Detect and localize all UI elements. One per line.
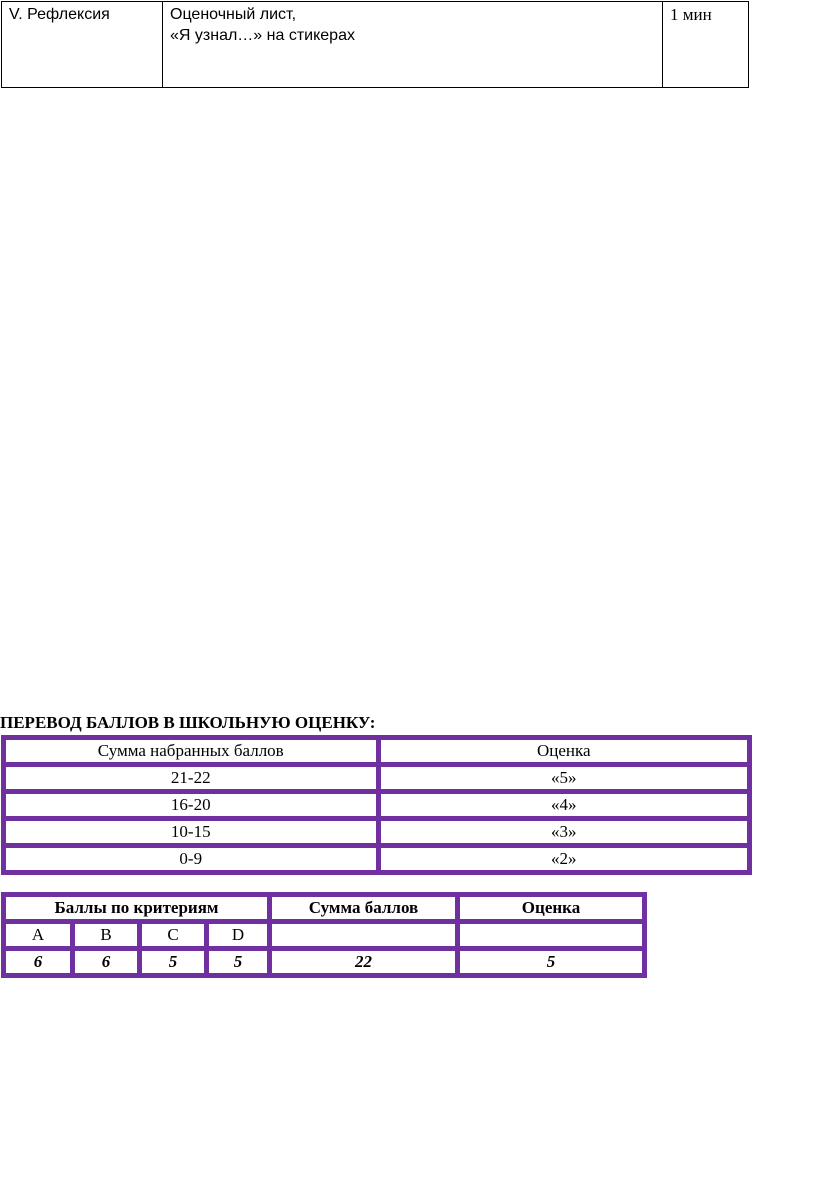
- criterion-b-value: 6: [71, 947, 138, 974]
- grade-cell: «3»: [377, 817, 749, 844]
- table-row: [5, 817, 748, 844]
- lesson-plan-table: [1, 1, 749, 88]
- points-range-cell: 10-15: [5, 817, 377, 844]
- criterion-d-value: 5: [205, 947, 268, 974]
- grade-cell: «2»: [377, 844, 749, 871]
- header-criteria-points: Баллы по критериям: [5, 896, 268, 920]
- criterion-a-label: A: [5, 920, 71, 947]
- criterion-b-label: B: [71, 920, 138, 947]
- lesson-description-cell: Оценочный лист, «Я узнал…» на стикерах: [163, 2, 663, 88]
- header-grade: Оценка: [377, 739, 749, 763]
- empty-grade-cell: [456, 920, 643, 947]
- criteria-letters-row: [5, 920, 643, 947]
- header-points-total: Сумма баллов: [268, 896, 456, 920]
- points-total-value: 22: [268, 947, 456, 974]
- criteria-score-table: [1, 892, 647, 978]
- lesson-stage-cell: V. Рефлексия: [2, 2, 163, 88]
- header-points-sum: Сумма набранных баллов: [5, 739, 377, 763]
- conversion-header-row: [5, 739, 748, 763]
- table-row: [5, 763, 748, 790]
- empty-sum-cell: [268, 920, 456, 947]
- criterion-a-value: 6: [5, 947, 71, 974]
- points-range-cell: 21-22: [5, 763, 377, 790]
- conversion-heading: ПЕРЕВОД БАЛЛОВ В ШКОЛЬНУЮ ОЦЕНКУ:: [0, 713, 376, 732]
- lesson-row-reflection: [2, 2, 749, 88]
- points-range-cell: 16-20: [5, 790, 377, 817]
- grade-value: 5: [456, 947, 643, 974]
- grade-conversion-table: [1, 735, 752, 875]
- grade-cell: «4»: [377, 790, 749, 817]
- criterion-d-label: D: [205, 920, 268, 947]
- header-grade: Оценка: [456, 896, 643, 920]
- table-row: [5, 844, 748, 871]
- table-row: [5, 790, 748, 817]
- score-values-row: [5, 947, 643, 974]
- points-range-cell: 0-9: [5, 844, 377, 871]
- lesson-time-cell: 1 мин: [663, 2, 749, 88]
- criterion-c-value: 5: [138, 947, 205, 974]
- grade-cell: «5»: [377, 763, 749, 790]
- score-header-row: [5, 896, 643, 920]
- criterion-c-label: C: [138, 920, 205, 947]
